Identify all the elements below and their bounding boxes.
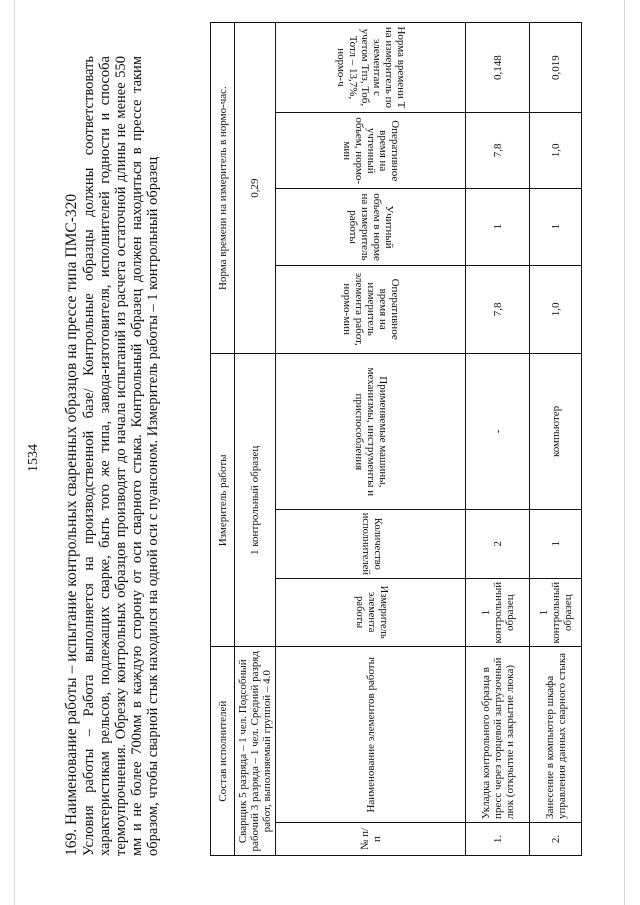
page-number: 1534 [26, 444, 41, 472]
row-time-norm: 0,019 [530, 23, 582, 113]
row-operative-time-volume: 1,0 [530, 113, 582, 189]
header-staff: Состав исполнителей [211, 647, 235, 856]
row-number: 2. [530, 823, 582, 856]
norms-table [210, 22, 582, 856]
row-element-name: Занесение в компьютер шкафа управления данных сварного стыка [530, 647, 582, 823]
header-norm: Норма времени на измеритель в нормо-час. [211, 23, 235, 354]
col-operative-time-volume: Оперативное время на учтенный объем, нормо-мин [276, 113, 466, 189]
row-operative-time: 1,0 [530, 265, 582, 354]
col-element-unit: Измеритель элемента работы [276, 578, 466, 647]
work-title: 169. Наименование работы – испытание контрольных сваренных образцов на прессе типа ПМС-320 [63, 193, 80, 856]
row-workers-count: 2 [466, 509, 530, 578]
document-heading [64, 56, 161, 856]
scan-edge-line [14, 0, 15, 905]
norm-value: 0,29 [235, 23, 276, 354]
measure-unit: 1 контрольный образец [235, 354, 276, 647]
rotated-document [20, 22, 620, 882]
work-conditions: Условия работы – Работа выполняется на производственной базе/ Контрольные образцы должны соответствовать характеристикам рельсов, подлежащих сварке, быть того же типа, завода-изготовителя, исполнителей годности и способа термоупрочнения. Обрезку контрольных образцов производят до начала испытаний из расчета остаточной длины не менее 550 мм и не более 700мм в каждую сторону от оси сварного стыка. Контрольный образец должен находиться в прессе таким образом, чтобы сварной стык находился на одной оси с пуансоном. Измеритель работы – 1 контрольный образец [81, 56, 161, 856]
row-element-name: Укладка контрольного образца в пресс через торцевой загрузочный люк (открытие и закрытие люка) [466, 647, 530, 823]
row-operative-time: 7,8 [466, 265, 530, 354]
row-equipment: - [466, 354, 530, 509]
col-element-name: Наименование элементов работы [276, 647, 466, 823]
col-operative-time: Оперативное время на измеритель элемента работ, нормо-мин [276, 265, 466, 354]
col-volume: Учитный объем в норме на измеритель работы [276, 188, 466, 265]
table-row [530, 23, 582, 856]
row-element-unit: 1 контрольный образец [530, 578, 582, 647]
row-volume: 1 [530, 188, 582, 265]
col-number: № п/п [276, 823, 466, 856]
row-element-unit: 1 контрольный образец [466, 578, 530, 647]
row-number: 1. [466, 823, 530, 856]
row-time-norm: 0,148 [466, 23, 530, 113]
row-operative-time-volume: 7,8 [466, 113, 530, 189]
col-equipment: Применяемые машины, механизмы, инструменты и приспособления [276, 354, 466, 509]
scan-edge-line [624, 0, 625, 905]
col-workers-count: Количество исполнителей [276, 509, 466, 578]
header-measure: Измеритель работы [211, 354, 235, 647]
row-workers-count: 1 [530, 509, 582, 578]
row-equipment: компьютер [530, 354, 582, 509]
col-time-norm: Норма времени Т на измеритель по элементам с учетом Тпз, Тоб, Тотл – 13,7%, нормо-ч [276, 23, 466, 113]
staff-composition: Сварщик 5 разряда – 1 чел. Подсобный рабочий 3 разряда – 1 чел. Средний разряд работ, выполняемый группой – 4.0 [235, 647, 276, 856]
table-row [466, 23, 530, 856]
row-volume: 1 [466, 188, 530, 265]
